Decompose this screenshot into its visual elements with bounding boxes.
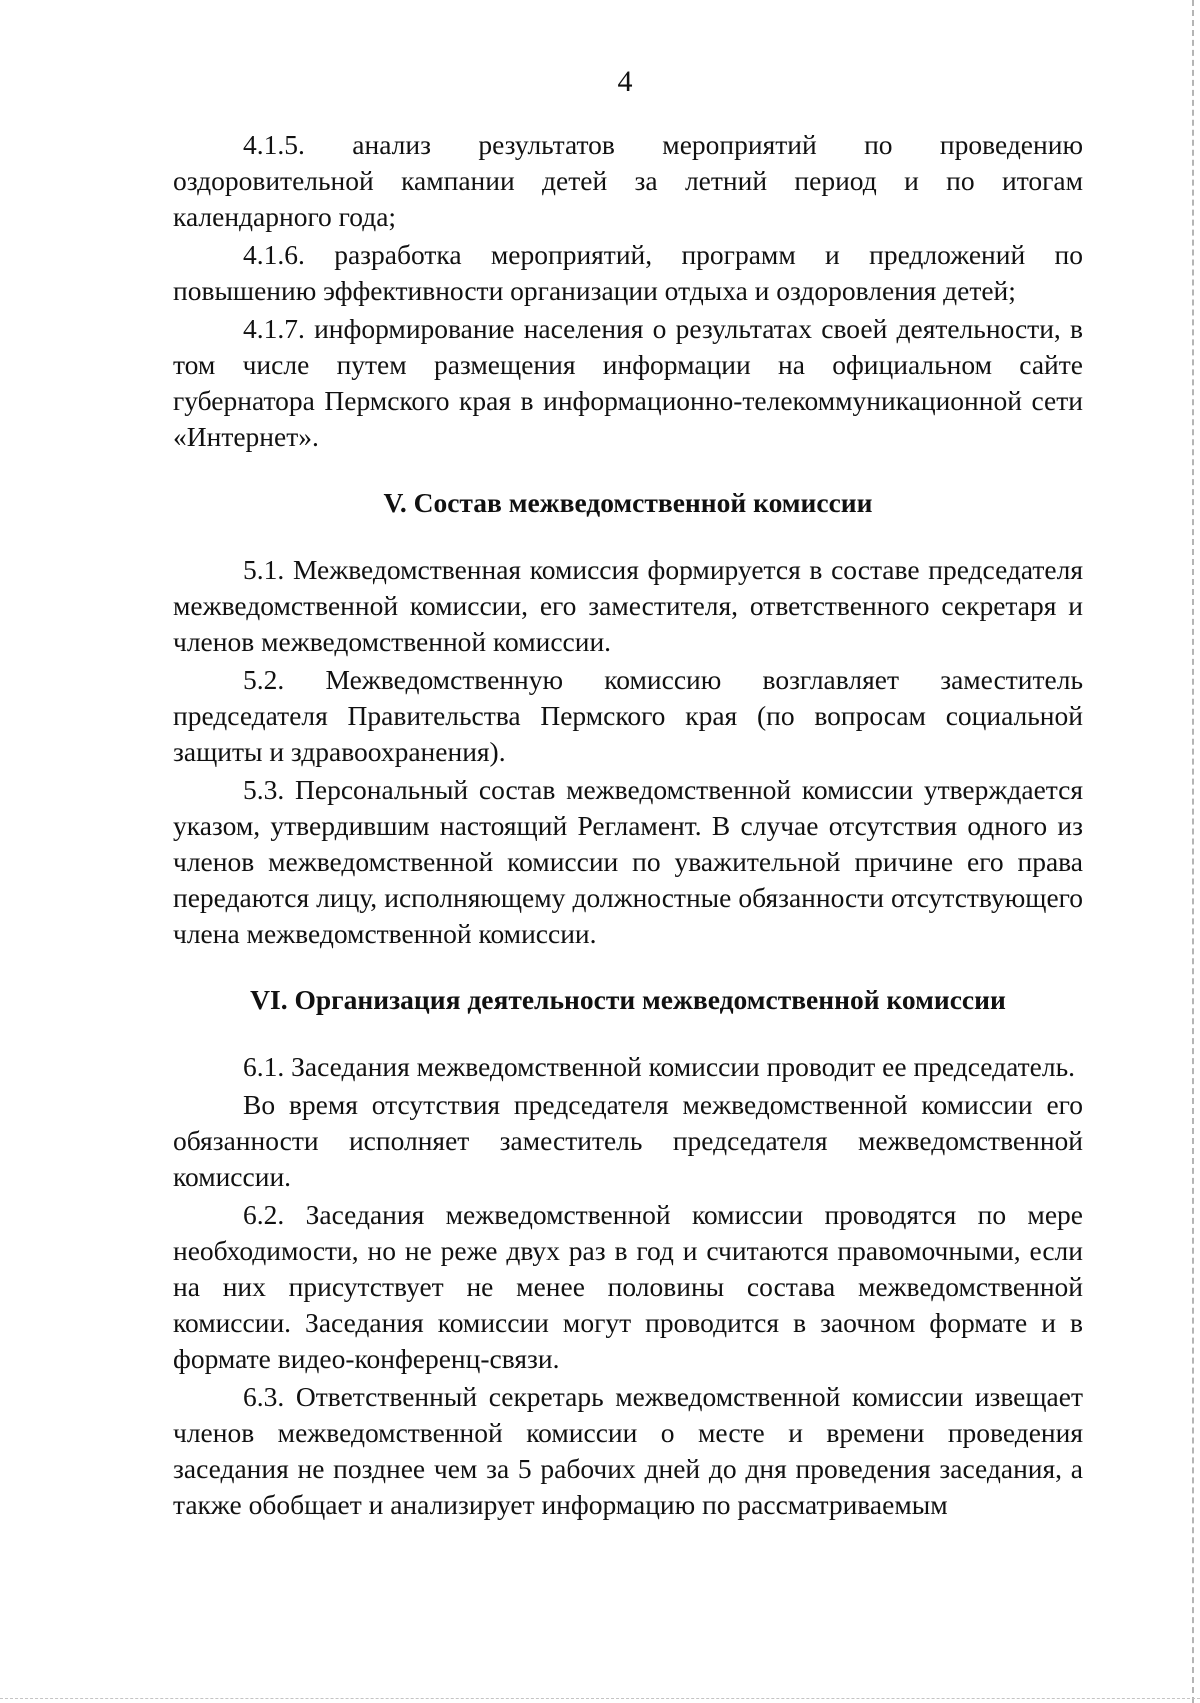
paragraph-6-1: 6.1. Заседания межведомственной комиссии проводит ее председатель.	[243, 1051, 1075, 1082]
document-body	[173, 127, 1083, 1523]
paragraph-6-3: 6.3. Ответственный секретарь межведомственной комиссии извещает членов межведомственной комиссии о месте и времени проведения заседания не позднее чем за 5 рабочих дней до дня проведения заседания, а также обобщает и анализирует информацию по рассматриваемым	[173, 1381, 1083, 1520]
section-5-heading: V. Состав межведомственной комиссии	[383, 487, 873, 518]
page-number: 4	[617, 65, 633, 98]
paragraph-5-3: 5.3. Персональный состав межведомственной комиссии утверждается указом, утвердившим настоящий Регламент. В случае отсутствия одного из членов межведомственной комиссии по уважительной причине его права передаются лицу, исполняющему должностные обязанности отсутствующего члена межведомственной комиссии.	[173, 774, 1083, 949]
scan-edge-line	[1190, 0, 1194, 1703]
paragraph-4-1-7: 4.1.7. информирование населения о результатах своей деятельности, в том числе путем размещения информации на официальном сайте губернатора Пермского края в информационно-телекоммуникационной сети «Интернет».	[173, 313, 1083, 452]
section-6-heading: VI. Организация деятельности межведомственной комиссии	[250, 984, 1006, 1015]
paragraph-6-2: 6.2. Заседания межведомственной комиссии проводятся по мере необходимости, но не реже двух раз в год и считаются правомочными, если на них присутствует не менее половины состава межведомственной комиссии. Заседания комиссии могут проводится в заочном формате и в формате видео-конференц-связи.	[173, 1199, 1083, 1374]
scan-bottom-line	[0, 1698, 1200, 1699]
paragraph-6-1-continued: Во время отсутствия председателя межведомственной комиссии его обязанности исполняет заместитель председателя межведомственной комиссии.	[173, 1089, 1083, 1192]
paragraph-4-1-6: 4.1.6. разработка мероприятий, программ и предложений по повышению эффективности организации отдыха и оздоровления детей;	[173, 239, 1083, 306]
paragraph-5-1: 5.1. Межведомственная комиссия формируется в составе председателя межведомственной комиссии, его заместителя, ответственного секретаря и членов межведомственной комиссии.	[173, 554, 1083, 657]
paragraph-4-1-5: 4.1.5. анализ результатов мероприятий по проведению оздоровительной кампании детей за летний период и по итогам календарного года;	[173, 129, 1083, 232]
paragraph-5-2: 5.2. Межведомственную комиссию возглавляет заместитель председателя Правительства Пермского края (по вопросам социальной защиты и здравоохранения).	[173, 664, 1083, 767]
